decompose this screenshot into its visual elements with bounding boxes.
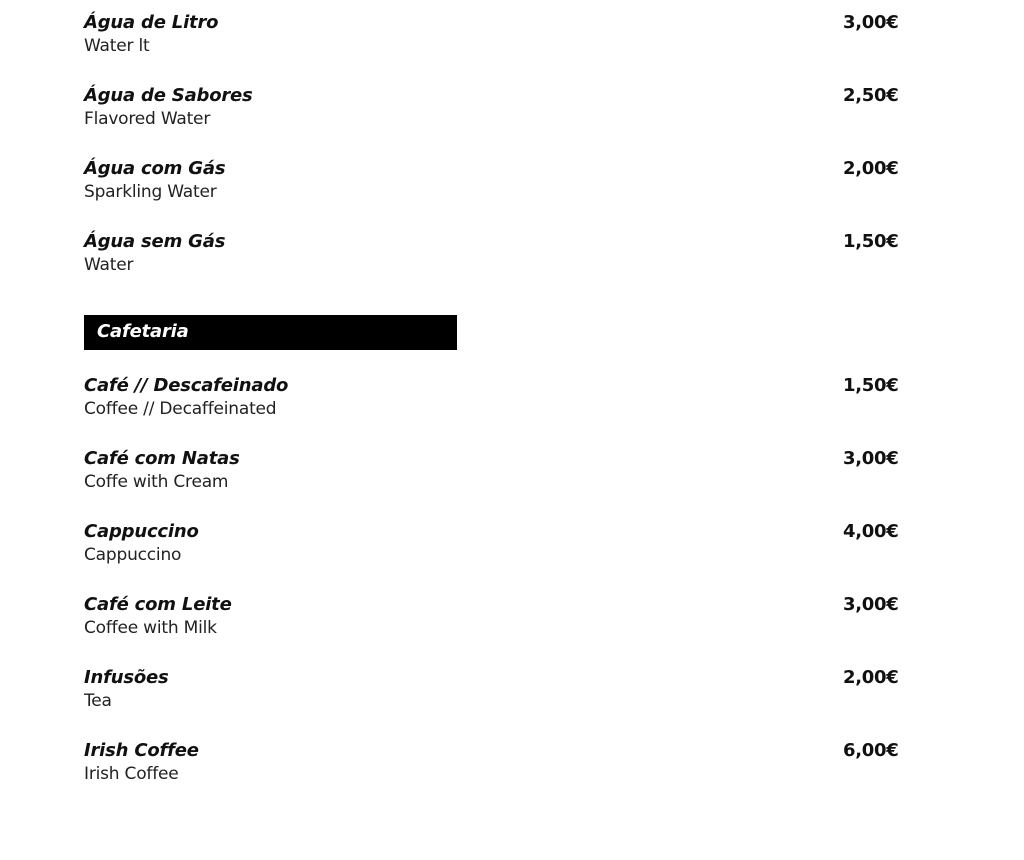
item-name: Café com Natas [84, 448, 240, 469]
item-name: Café // Descafeinado [84, 375, 289, 396]
section-header-cafetaria [84, 315, 457, 350]
item-price: 3,00€ [843, 12, 899, 33]
item-name: Café com Leite [84, 594, 232, 615]
item-translation: Water lt [84, 36, 150, 56]
item-translation: Coffee with Milk [84, 618, 217, 638]
item-name: Água com Gás [84, 158, 226, 179]
item-price: 1,50€ [843, 375, 899, 396]
item-translation: Cappuccino [84, 545, 182, 565]
item-translation: Sparkling Water [84, 182, 217, 202]
item-translation: Coffe with Cream [84, 472, 229, 492]
item-name: Cappuccino [84, 521, 199, 542]
item-price: 2,50€ [843, 85, 899, 106]
item-price: 4,00€ [843, 521, 899, 542]
item-translation: Irish Coffee [84, 764, 179, 784]
item-translation: Flavored Water [84, 109, 211, 129]
item-price: 6,00€ [843, 740, 899, 761]
item-name: Irish Coffee [84, 740, 199, 761]
item-translation: Coffee // Decaffeinated [84, 399, 277, 419]
item-price: 1,50€ [843, 231, 899, 252]
item-translation: Water [84, 255, 134, 275]
section-title: Cafetaria [97, 321, 189, 342]
item-name: Água de Litro [84, 12, 219, 33]
item-name: Infusões [84, 667, 169, 688]
item-name: Água sem Gás [84, 231, 226, 252]
item-translation: Tea [84, 691, 112, 711]
item-price: 3,00€ [843, 448, 899, 469]
item-price: 2,00€ [843, 667, 899, 688]
item-price: 3,00€ [843, 594, 899, 615]
item-price: 2,00€ [843, 158, 899, 179]
item-name: Água de Sabores [84, 85, 253, 106]
